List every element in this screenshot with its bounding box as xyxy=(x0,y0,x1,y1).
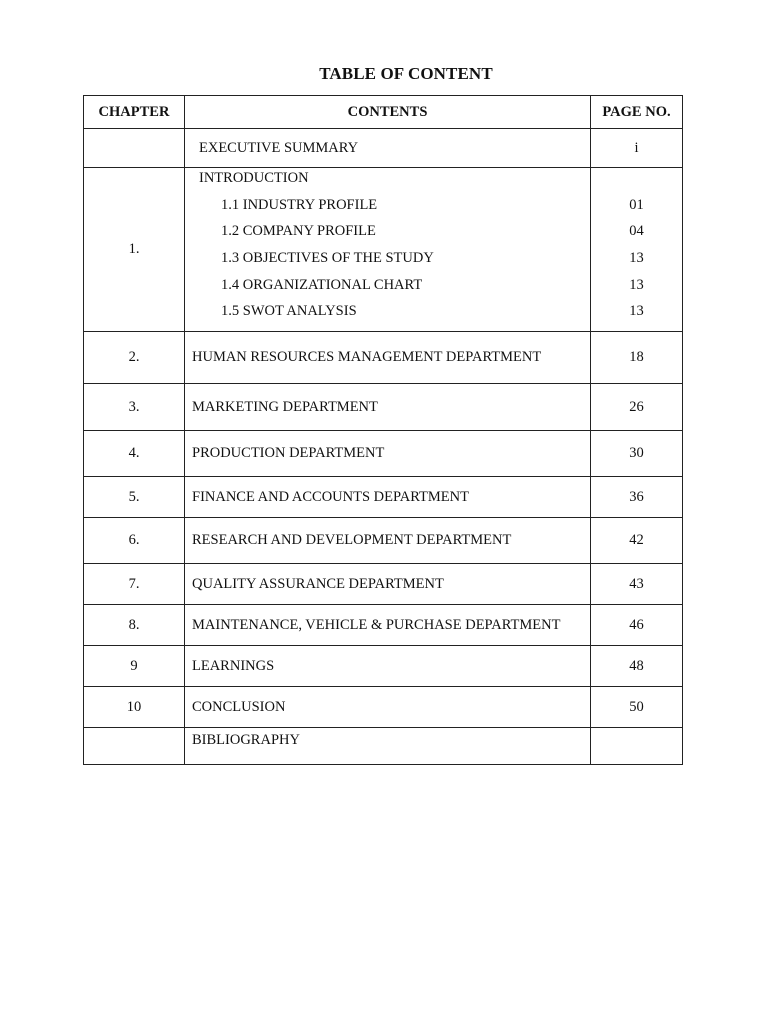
chapter-cell: 5. xyxy=(84,477,185,518)
table-row xyxy=(84,728,683,765)
chapter-cell: 10 xyxy=(84,687,185,728)
subsection-label: 1.5 SWOT ANALYSIS xyxy=(221,303,357,320)
header-chapter: CHAPTER xyxy=(84,96,185,129)
chapter-cell xyxy=(84,129,185,168)
content-cell: EXECUTIVE SUMMARY xyxy=(185,129,591,168)
chapter-cell: 4. xyxy=(84,431,185,477)
subsection-page: 04 xyxy=(629,223,644,240)
table-row xyxy=(84,431,683,477)
page-title: TABLE OF CONTENT xyxy=(319,64,493,83)
table-row xyxy=(84,605,683,646)
subsection-page: 13 xyxy=(629,250,644,267)
subsection-label: 1.4 ORGANIZATIONAL CHART xyxy=(221,276,423,293)
page-cell: i xyxy=(591,129,683,168)
chapter-cell: 1. xyxy=(84,168,185,332)
header-contents: CONTENTS xyxy=(185,96,591,129)
chapter-cell xyxy=(84,728,185,765)
page-cell: 26 xyxy=(591,384,683,431)
content-cell xyxy=(185,168,591,332)
content-cell: FINANCE AND ACCOUNTS DEPARTMENT xyxy=(185,477,591,518)
content-cell: QUALITY ASSURANCE DEPARTMENT xyxy=(185,564,591,605)
header-page-no: PAGE NO. xyxy=(591,96,683,129)
table-row xyxy=(84,384,683,431)
page-cell: 42 xyxy=(591,518,683,564)
table-row xyxy=(84,518,683,564)
section-heading-introduction: INTRODUCTION xyxy=(199,170,309,186)
content-cell: MAINTENANCE, VEHICLE & PURCHASE DEPARTMENT xyxy=(185,605,591,646)
chapter-cell: 6. xyxy=(84,518,185,564)
table-row xyxy=(84,332,683,384)
content-cell: BIBLIOGRAPHY xyxy=(185,728,591,765)
page-cell: 18 xyxy=(591,332,683,384)
chapter-cell: 7. xyxy=(84,564,185,605)
subsection-label: 1.2 COMPANY PROFILE xyxy=(221,223,376,240)
table-row-executive-summary xyxy=(84,129,683,168)
table-row xyxy=(84,564,683,605)
subsection-label: 1.3 OBJECTIVES OF THE STUDY xyxy=(221,250,434,267)
table-row xyxy=(84,477,683,518)
chapter-cell: 3. xyxy=(84,384,185,431)
table-row-introduction xyxy=(84,168,683,332)
subsection-page: 13 xyxy=(629,303,644,320)
header-row xyxy=(84,96,683,129)
page-cell xyxy=(591,728,683,765)
subsection-label: 1.1 INDUSTRY PROFILE xyxy=(221,196,378,213)
chapter-cell: 8. xyxy=(84,605,185,646)
content-cell: CONCLUSION xyxy=(185,687,591,728)
page-cell: 30 xyxy=(591,431,683,477)
content-cell: HUMAN RESOURCES MANAGEMENT DEPARTMENT xyxy=(185,332,591,384)
page-cell xyxy=(591,168,683,332)
page-cell: 36 xyxy=(591,477,683,518)
chapter-cell: 2. xyxy=(84,332,185,384)
page-cell: 46 xyxy=(591,605,683,646)
content-cell: MARKETING DEPARTMENT xyxy=(185,384,591,431)
table-row xyxy=(84,646,683,687)
content-cell: RESEARCH AND DEVELOPMENT DEPARTMENT xyxy=(185,518,591,564)
page-cell: 43 xyxy=(591,564,683,605)
content-cell: PRODUCTION DEPARTMENT xyxy=(185,431,591,477)
content-cell: LEARNINGS xyxy=(185,646,591,687)
table-row xyxy=(84,687,683,728)
subsection-page: 01 xyxy=(629,196,644,213)
page-cell: 50 xyxy=(591,687,683,728)
table-of-contents xyxy=(83,95,683,765)
page-cell: 48 xyxy=(591,646,683,687)
subsection-page: 13 xyxy=(629,276,644,293)
chapter-cell: 9 xyxy=(84,646,185,687)
